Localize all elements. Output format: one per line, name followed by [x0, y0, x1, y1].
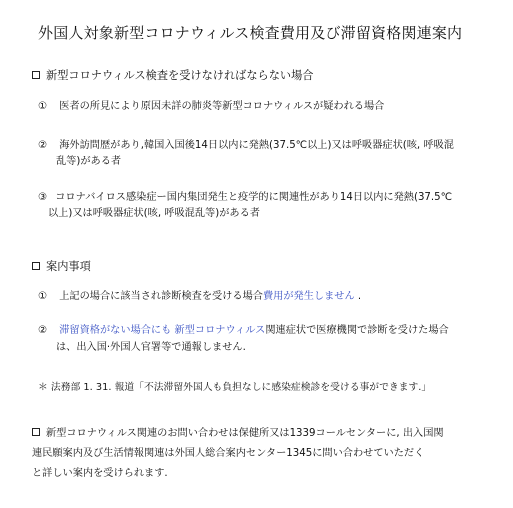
- item-number: ①: [38, 291, 48, 302]
- checkbox-square-icon: [32, 71, 40, 79]
- press-release-note: ＊ 法務部 1. 31. 報道「不法滞留外国人も負担なしに感染症検診を受ける事ができます.」: [38, 382, 432, 393]
- item-text: 上記の場合に該当され診断検査を受ける場合: [59, 291, 263, 302]
- item-text-highlight: 滞留資格がない場合にも 新型コロナウィルス: [59, 325, 266, 336]
- section-heading-text: 新型コロナウィルス検査を受けなければならない場合: [46, 69, 314, 82]
- item-text: 医者の所見により原因未詳の肺炎等新型コロナウィルスが疑われる場合: [59, 101, 385, 112]
- item-number: ①: [38, 101, 48, 112]
- checkbox-square-icon: [32, 262, 40, 270]
- contact-info-line: と詳しい案内を受けられます.: [32, 468, 168, 479]
- section-heading-text: 案内事項: [46, 260, 91, 273]
- item-text: 関連症状で医療機関で診断を受けた場合: [265, 325, 449, 336]
- item-number: ③: [38, 192, 48, 203]
- document-title: 外国人対象新型コロナウィルス検査費用及び滞留資格関連案内: [38, 24, 463, 42]
- list-item: [38, 99, 384, 115]
- item-text: コロナバイロス感染症ー国内集団発生と疫学的に関連性があり14日以内に発熱(37.5℃: [55, 192, 453, 203]
- item-text: 海外訪問歴があり,韓国入国後14日以内に発熱(37.5℃以上)又は呼吸器症状(咳, 呼吸混: [59, 140, 454, 151]
- contact-info-line: [32, 424, 444, 444]
- item-number: ②: [38, 325, 48, 336]
- item-text-highlight: 費用が発生しません: [263, 291, 355, 302]
- item-text-continuation: 以上)又は呼吸器症状(咳, 呼吸混乱等)がある者: [48, 208, 260, 219]
- item-text-continuation: は、出入国·外国人官署等で通報しません.: [56, 342, 246, 353]
- list-item: [38, 138, 454, 154]
- contact-info: [32, 424, 444, 484]
- section-heading-guidance: [32, 258, 91, 274]
- list-item: [38, 323, 449, 339]
- contact-info-line: 連民願案内及び生活情報関連は外国人総合案内センター1345に問い合わせていただく: [32, 448, 425, 459]
- list-item: [38, 190, 452, 206]
- item-text-suffix: .: [354, 291, 362, 302]
- item-number: ②: [38, 140, 48, 151]
- section-heading-testing: [32, 67, 314, 83]
- contact-info-text: 新型コロナウィルス関連のお問い合わせは保健所又は1339コールセンターに, 出入国関: [46, 428, 444, 439]
- checkbox-square-icon: [32, 428, 40, 436]
- item-text-continuation: 乱等)がある者: [56, 156, 122, 167]
- list-item: [38, 289, 361, 305]
